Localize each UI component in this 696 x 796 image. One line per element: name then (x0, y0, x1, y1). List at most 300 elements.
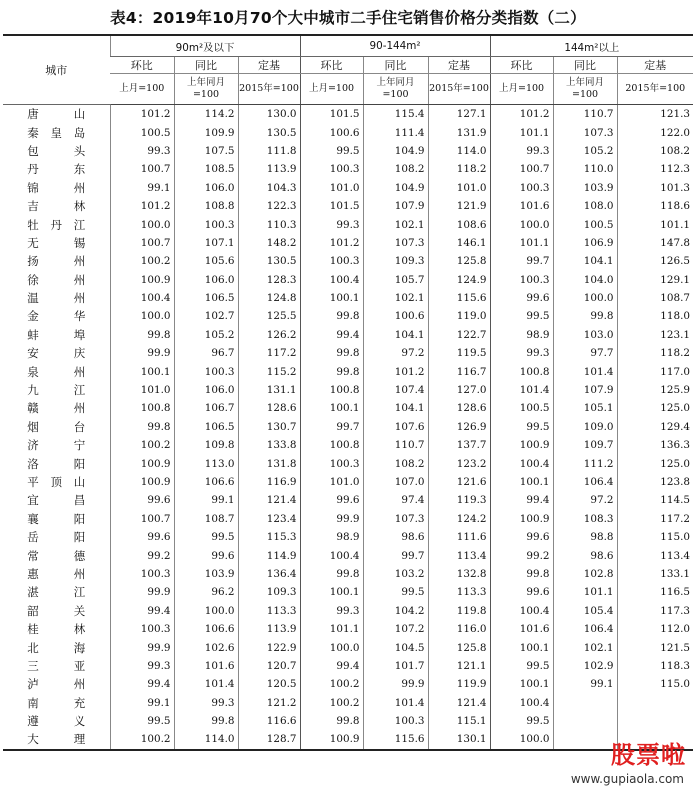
subcol-header: 同比 (363, 57, 428, 74)
value-cell: 99.3 (490, 142, 553, 160)
base-header: 上年同月=100 (553, 74, 617, 105)
value-cell: 111.6 (428, 528, 490, 546)
value-cell: 137.7 (428, 436, 490, 454)
value-cell: 127.0 (428, 381, 490, 399)
value-cell: 100.3 (110, 565, 174, 583)
city-name: 宜昌 (27, 493, 86, 508)
value-cell: 117.2 (238, 344, 300, 362)
table-row (3, 418, 693, 436)
value-cell: 100.4 (300, 546, 363, 564)
subcol-header: 同比 (553, 57, 617, 74)
value-cell: 131.8 (238, 454, 300, 472)
table-row (3, 694, 693, 712)
value-cell: 107.1 (174, 234, 238, 252)
value-cell: 119.3 (428, 491, 490, 509)
value-cell: 99.4 (300, 326, 363, 344)
value-cell: 118.0 (617, 307, 693, 325)
value-cell: 100.4 (490, 602, 553, 620)
table-row (3, 565, 693, 583)
value-cell: 99.6 (490, 528, 553, 546)
city-name: 南充 (27, 695, 86, 710)
city-cell (3, 583, 110, 601)
value-cell: 116.7 (428, 362, 490, 380)
value-cell: 101.4 (553, 362, 617, 380)
city-cell (3, 197, 110, 215)
value-cell: 106.0 (174, 179, 238, 197)
value-cell: 118.6 (617, 197, 693, 215)
value-cell: 99.8 (110, 418, 174, 436)
table-row (3, 271, 693, 289)
value-cell: 108.6 (428, 215, 490, 233)
value-cell: 104.1 (363, 399, 428, 417)
value-cell: 121.4 (428, 694, 490, 712)
value-cell: 113.0 (174, 454, 238, 472)
value-cell: 123.8 (617, 473, 693, 491)
value-cell: 106.5 (174, 418, 238, 436)
value-cell: 106.0 (174, 271, 238, 289)
city-name: 吉林 (27, 199, 86, 214)
value-cell: 107.3 (363, 234, 428, 252)
table-row (3, 436, 693, 454)
value-cell: 101.4 (490, 381, 553, 399)
subcol-header: 环比 (300, 57, 363, 74)
value-cell: 99.4 (300, 657, 363, 675)
value-cell: 100.1 (300, 399, 363, 417)
value-cell: 99.1 (553, 675, 617, 693)
value-cell: 109.3 (238, 583, 300, 601)
base-header: 2015年=100 (238, 74, 300, 105)
city-cell (3, 160, 110, 178)
value-cell: 133.1 (617, 565, 693, 583)
city-name: 烟台 (27, 419, 86, 434)
value-cell: 101.4 (174, 675, 238, 693)
value-cell: 105.1 (553, 399, 617, 417)
value-cell: 99.3 (300, 215, 363, 233)
value-cell: 105.4 (553, 602, 617, 620)
value-cell: 115.6 (428, 289, 490, 307)
value-cell: 124.9 (428, 271, 490, 289)
value-cell: 103.9 (553, 179, 617, 197)
value-cell: 100.7 (110, 510, 174, 528)
value-cell: 100.4 (300, 271, 363, 289)
value-cell: 106.4 (553, 473, 617, 491)
value-cell: 100.8 (300, 436, 363, 454)
value-cell (553, 694, 617, 712)
table-row (3, 454, 693, 472)
value-cell: 125.8 (428, 252, 490, 270)
value-cell: 107.0 (363, 473, 428, 491)
value-cell: 99.3 (300, 602, 363, 620)
base-header: 上月=100 (300, 74, 363, 105)
value-cell: 107.5 (174, 142, 238, 160)
table-row (3, 675, 693, 693)
value-cell: 115.0 (617, 528, 693, 546)
value-cell: 97.2 (553, 491, 617, 509)
value-cell: 115.3 (238, 528, 300, 546)
city-name: 赣州 (27, 401, 86, 416)
city-cell (3, 565, 110, 583)
value-cell: 99.8 (300, 712, 363, 730)
table-row (3, 546, 693, 564)
city-header: 城市 (3, 35, 110, 105)
city-cell (3, 289, 110, 307)
city-cell (3, 454, 110, 472)
value-cell: 110.3 (238, 215, 300, 233)
value-cell: 100.1 (490, 638, 553, 656)
value-cell: 99.5 (490, 712, 553, 730)
value-cell: 107.6 (363, 418, 428, 436)
value-cell: 100.2 (110, 730, 174, 749)
value-cell: 108.8 (174, 197, 238, 215)
value-cell: 125.5 (238, 307, 300, 325)
value-cell: 113.9 (238, 620, 300, 638)
city-name: 锦州 (27, 180, 86, 195)
value-cell: 113.3 (238, 602, 300, 620)
city-cell (3, 179, 110, 197)
value-cell: 121.3 (617, 105, 693, 124)
value-cell: 100.1 (490, 473, 553, 491)
city-cell (3, 675, 110, 693)
value-cell: 99.3 (490, 344, 553, 362)
value-cell: 122.7 (428, 326, 490, 344)
value-cell: 100.8 (110, 399, 174, 417)
value-cell: 99.7 (363, 546, 428, 564)
value-cell: 107.3 (553, 123, 617, 141)
value-cell: 99.1 (110, 179, 174, 197)
value-cell: 109.8 (174, 436, 238, 454)
city-cell (3, 234, 110, 252)
value-cell: 125.0 (617, 399, 693, 417)
value-cell: 113.4 (617, 546, 693, 564)
value-cell: 122.3 (238, 197, 300, 215)
value-cell: 100.3 (490, 179, 553, 197)
value-cell: 100.3 (174, 362, 238, 380)
value-cell: 100.9 (490, 436, 553, 454)
value-cell: 100.8 (490, 362, 553, 380)
value-cell: 100.3 (110, 620, 174, 638)
value-cell: 100.7 (490, 160, 553, 178)
value-cell: 122.9 (238, 638, 300, 656)
value-cell: 99.8 (110, 326, 174, 344)
city-name: 无锡 (27, 235, 86, 250)
value-cell: 118.2 (428, 160, 490, 178)
value-cell: 110.7 (553, 105, 617, 124)
city-name: 九江 (27, 383, 86, 398)
value-cell: 136.3 (617, 436, 693, 454)
value-cell: 147.8 (617, 234, 693, 252)
value-cell: 100.0 (174, 602, 238, 620)
value-cell: 109.0 (553, 418, 617, 436)
value-cell: 101.5 (300, 105, 363, 124)
value-cell: 123.4 (238, 510, 300, 528)
table-row (3, 179, 693, 197)
value-cell: 115.0 (617, 675, 693, 693)
value-cell: 102.6 (174, 638, 238, 656)
city-name: 牡丹江 (27, 217, 86, 232)
value-cell: 126.2 (238, 326, 300, 344)
city-name: 惠州 (27, 566, 86, 581)
city-cell (3, 694, 110, 712)
value-cell: 100.6 (363, 307, 428, 325)
value-cell: 130.7 (238, 418, 300, 436)
value-cell: 101.4 (363, 694, 428, 712)
value-cell: 116.5 (617, 583, 693, 601)
value-cell: 99.2 (490, 546, 553, 564)
city-cell (3, 620, 110, 638)
value-cell: 128.7 (238, 730, 300, 749)
value-cell: 101.0 (300, 179, 363, 197)
value-cell: 99.6 (300, 491, 363, 509)
value-cell: 100.0 (300, 638, 363, 656)
value-cell: 99.9 (110, 344, 174, 362)
table-row (3, 160, 693, 178)
value-cell: 100.0 (490, 215, 553, 233)
value-cell: 126.9 (428, 418, 490, 436)
city-name: 大理 (27, 732, 86, 747)
table-row (3, 620, 693, 638)
value-cell: 114.5 (617, 491, 693, 509)
watermark-logo (566, 741, 692, 792)
value-cell: 130.1 (428, 730, 490, 749)
value-cell: 102.8 (553, 565, 617, 583)
value-cell: 100.3 (300, 160, 363, 178)
value-cell: 100.5 (490, 399, 553, 417)
value-cell: 115.6 (363, 730, 428, 749)
value-cell: 116.0 (428, 620, 490, 638)
subcol-header: 环比 (110, 57, 174, 74)
value-cell: 105.2 (553, 142, 617, 160)
value-cell: 100.0 (490, 730, 553, 749)
value-cell: 100.2 (110, 436, 174, 454)
value-cell: 101.2 (110, 197, 174, 215)
value-cell: 117.2 (617, 510, 693, 528)
city-cell (3, 123, 110, 141)
watermark-text: 股票啦 (611, 741, 686, 769)
table-row (3, 234, 693, 252)
value-cell: 99.6 (490, 583, 553, 601)
table-row (3, 252, 693, 270)
table-row (3, 491, 693, 509)
value-cell: 128.6 (238, 399, 300, 417)
value-cell: 102.1 (363, 289, 428, 307)
value-cell: 96.2 (174, 583, 238, 601)
value-cell: 115.4 (363, 105, 428, 124)
city-name: 三亚 (27, 658, 86, 673)
value-cell: 99.8 (174, 712, 238, 730)
value-cell: 99.8 (300, 344, 363, 362)
value-cell: 130.0 (238, 105, 300, 124)
value-cell: 100.9 (110, 271, 174, 289)
value-cell: 120.5 (238, 675, 300, 693)
city-cell (3, 271, 110, 289)
value-cell: 105.2 (174, 326, 238, 344)
price-index-table (3, 34, 693, 751)
value-cell: 121.2 (238, 694, 300, 712)
value-cell: 99.5 (490, 307, 553, 325)
value-cell: 99.6 (490, 289, 553, 307)
subcol-header: 环比 (490, 57, 553, 74)
city-cell (3, 326, 110, 344)
value-cell: 127.1 (428, 105, 490, 124)
value-cell: 114.0 (428, 142, 490, 160)
table-row (3, 215, 693, 233)
value-cell: 109.7 (553, 436, 617, 454)
value-cell: 100.0 (110, 215, 174, 233)
value-cell: 131.9 (428, 123, 490, 141)
value-cell: 130.5 (238, 123, 300, 141)
value-cell: 121.5 (617, 638, 693, 656)
city-name: 济宁 (27, 438, 86, 453)
base-header: 上月=100 (490, 74, 553, 105)
city-cell (3, 142, 110, 160)
value-cell: 100.9 (110, 473, 174, 491)
value-cell: 99.4 (490, 491, 553, 509)
city-cell (3, 712, 110, 730)
value-cell: 128.6 (428, 399, 490, 417)
value-cell: 114.2 (174, 105, 238, 124)
city-name: 遵义 (27, 714, 86, 729)
value-cell: 101.6 (490, 197, 553, 215)
value-cell: 100.5 (110, 123, 174, 141)
table-row (3, 712, 693, 730)
value-cell: 102.7 (174, 307, 238, 325)
value-cell: 109.9 (174, 123, 238, 141)
value-cell: 104.9 (363, 142, 428, 160)
city-cell (3, 730, 110, 749)
value-cell: 109.3 (363, 252, 428, 270)
value-cell: 104.5 (363, 638, 428, 656)
value-cell: 101.6 (490, 620, 553, 638)
value-cell: 100.3 (363, 712, 428, 730)
value-cell: 107.9 (363, 197, 428, 215)
value-cell: 101.0 (428, 179, 490, 197)
value-cell: 125.0 (617, 454, 693, 472)
value-cell: 119.9 (428, 675, 490, 693)
value-cell: 99.9 (110, 638, 174, 656)
value-cell: 100.0 (110, 307, 174, 325)
table-row (3, 142, 693, 160)
value-cell: 121.9 (428, 197, 490, 215)
value-cell: 100.3 (174, 215, 238, 233)
value-cell: 129.1 (617, 271, 693, 289)
city-cell (3, 418, 110, 436)
value-cell: 98.8 (553, 528, 617, 546)
value-cell: 117.3 (617, 602, 693, 620)
value-cell: 100.3 (300, 454, 363, 472)
value-cell: 100.1 (110, 362, 174, 380)
value-cell: 125.8 (428, 638, 490, 656)
subcol-header: 定基 (428, 57, 490, 74)
city-name: 桂林 (27, 622, 86, 637)
value-cell: 119.8 (428, 602, 490, 620)
table-row (3, 473, 693, 491)
value-cell: 98.6 (553, 546, 617, 564)
group-header-medium: 90-144m² (300, 35, 490, 57)
city-name: 安庆 (27, 346, 86, 361)
value-cell: 96.7 (174, 344, 238, 362)
value-cell: 133.8 (238, 436, 300, 454)
city-name: 常德 (27, 548, 86, 563)
group-header-large: 144m²以上 (490, 35, 693, 57)
value-cell: 100.8 (300, 381, 363, 399)
city-name: 泉州 (27, 364, 86, 379)
table-row (3, 362, 693, 380)
value-cell: 99.9 (300, 510, 363, 528)
value-cell: 106.5 (174, 289, 238, 307)
table-row (3, 399, 693, 417)
value-cell: 106.6 (174, 620, 238, 638)
value-cell: 103.9 (174, 565, 238, 583)
value-cell: 99.2 (110, 546, 174, 564)
value-cell: 105.7 (363, 271, 428, 289)
value-cell: 121.6 (428, 473, 490, 491)
value-cell: 101.2 (110, 105, 174, 124)
value-cell: 100.9 (110, 454, 174, 472)
value-cell: 119.0 (428, 307, 490, 325)
value-cell: 101.3 (617, 179, 693, 197)
city-name: 湛江 (27, 585, 86, 600)
value-cell: 106.0 (174, 381, 238, 399)
table-row (3, 326, 693, 344)
value-cell: 100.1 (490, 675, 553, 693)
value-cell: 126.5 (617, 252, 693, 270)
city-name: 唐山 (27, 107, 86, 122)
subcol-header: 同比 (174, 57, 238, 74)
value-cell: 104.3 (238, 179, 300, 197)
city-cell (3, 344, 110, 362)
city-cell (3, 436, 110, 454)
value-cell: 99.7 (300, 418, 363, 436)
value-cell: 121.4 (238, 491, 300, 509)
value-cell: 108.2 (617, 142, 693, 160)
value-cell: 100.4 (490, 694, 553, 712)
value-cell: 100.3 (490, 271, 553, 289)
value-cell: 114.9 (238, 546, 300, 564)
value-cell: 118.2 (617, 344, 693, 362)
city-cell (3, 252, 110, 270)
value-cell: 99.6 (174, 546, 238, 564)
value-cell: 101.6 (174, 657, 238, 675)
city-cell (3, 491, 110, 509)
value-cell: 101.2 (490, 105, 553, 124)
value-cell: 100.2 (110, 252, 174, 270)
value-cell: 104.1 (363, 326, 428, 344)
value-cell: 114.0 (174, 730, 238, 749)
value-cell: 101.1 (617, 215, 693, 233)
value-cell: 120.7 (238, 657, 300, 675)
value-cell: 100.7 (110, 234, 174, 252)
value-cell: 118.3 (617, 657, 693, 675)
value-cell: 100.3 (300, 252, 363, 270)
base-header: 上月=100 (110, 74, 174, 105)
value-cell: 100.5 (553, 215, 617, 233)
city-cell (3, 215, 110, 233)
value-cell (617, 712, 693, 730)
value-cell (617, 694, 693, 712)
city-cell (3, 638, 110, 656)
value-cell: 104.1 (553, 252, 617, 270)
subcol-header: 定基 (238, 57, 300, 74)
table-row (3, 105, 693, 124)
value-cell: 101.1 (553, 583, 617, 601)
value-cell: 108.7 (617, 289, 693, 307)
city-name: 蚌埠 (27, 327, 86, 342)
value-cell: 99.5 (363, 583, 428, 601)
value-cell: 106.6 (174, 473, 238, 491)
value-cell: 99.8 (490, 565, 553, 583)
value-cell: 99.8 (300, 362, 363, 380)
table-row (3, 602, 693, 620)
